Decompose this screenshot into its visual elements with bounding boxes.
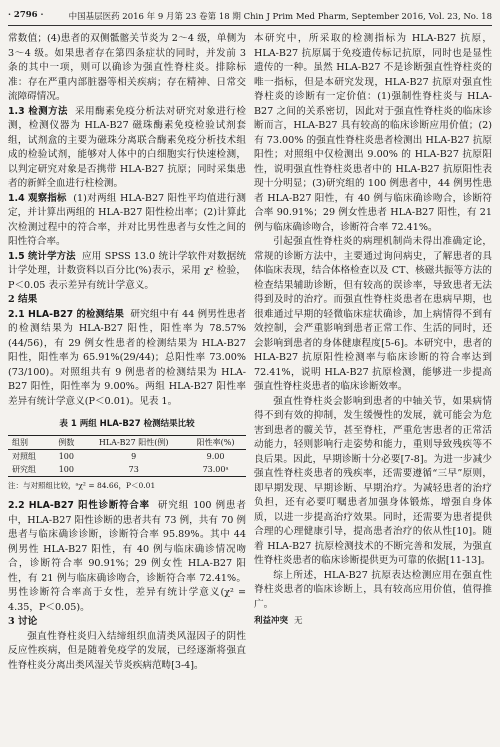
conflict-of-interest: [254, 614, 492, 629]
section-heading: 1.5 统计学方法: [8, 250, 76, 262]
paragraph-text: 研究组中有 44 例男性患者的检测结果为 HLA-B27 阳性，阳性率为 78.57%(44/56)，有 29 例女性患者的检测结果为 HLA-B27 阳性，阳性率为 65.91%(29/44)；总阳性率 73.00%(73/100)。对照组共有 9 例患者的检测结果为 HLA-B27 阳性，阳性率为 9.00%。两组 HLA-B27 阳性率差异有统计学意义(P＜0.01)。见表 1。: [8, 308, 247, 407]
paragraph-text: 应用 SPSS 13.0 统计学软件对数据统计学处理，计数资料以百分比(%)表示，采用 χ² 检验，P＜0.05 表示差异有统计学意义。: [8, 250, 247, 291]
paragraph-text: 研究组 100 例患者中，HLA-B27 阳性诊断的患者共有 73 例，共有 70 例患者与临床确诊诊断，诊断符合率 95.89%。其中 44 例男性 HLA-B27 阳性，有 40 例与临床确诊情况吻合，诊断符合率 90.91%；29 例女性 HLA-B27 阳性，有 21 例与临床确诊吻合，诊断符合率 72.41%。男性诊断符合率高于女性，差异有统计学意义(χ² = 4.35，P＜0.05)。: [8, 500, 247, 613]
paragraph: 本研究中，所采取的检测指标为 HLA-B27 抗原，HLA-B27 抗原属于免疫遗传标记抗原，同时也是显性遗传的一种。虽然 HLA-B27 不是诊断强直性脊柱炎的唯一指标，但是本研究发现，HLA-B27 抗原对强直性脊柱炎的诊断有一定价值：(1)强制性脊柱炎与 HLA-B27 之间的关系密切，因此对于强直性脊柱炎的临床诊断而言，HLA-B27 具有较高的临床诊断应用价值；(2)有 73.00% 的强直性脊柱炎患者检测出 HLA-B27 抗原阳性；对照组中仅检测出 9.00% 的 HLA-B27 抗原阳性，说明强直性脊柱炎患者中的 HLA-B27 抗原阳性表现十分明显；(3)研究组的 100 例患者中，44 例男性患者 HLA-B27 阳性，有 40 例与临床确诊吻合，诊断符合率 90.91%；29 例女性患者 HLA-B27 阳性，有 21 例与临床确诊吻合，诊断符合率 72.41%。: [254, 33, 492, 233]
table-row: [8, 449, 246, 463]
coi-label: 利益冲突: [254, 616, 289, 626]
paragraph-text: (1)对两组 HLA-B27 阳性平均值进行测定，并计算出两组的 HLA-B27 阳性检出率；(2)计算此次检测过程中的符合率，并对比男性患者与女性之间的阳性符合率。: [8, 192, 246, 247]
coi-value: 无: [293, 616, 303, 626]
section-heading: 2.1 HLA-B27 的检测结果: [8, 308, 125, 320]
table-cell: 对照组: [12, 451, 36, 461]
paragraph: 引起强直性脊柱炎的病理机制尚未得出准确定论，常规的诊断方法中，主要通过询问病史，了解患者的具体临床表现，结合体格检查以及 CT、核磁共振等方法的检查结果辅助诊断，但有较高的误诊率，导致患者无法得到及时的治疗。而强直性脊柱炎患者在患病早期，也很难通过早期的轻微临床症状确诊，加上病情得不到有效控制，会严重影响到患者正常工作、生活的同时，还会影响到患者的身体健康程度[5-6]。本研究中，患者的 HLA-B27 抗原阳性检测率与临床诊断的符合率达到 72.41%，说明 HLA-B27 抗原检测，能够进一步提高强直性脊柱炎患者的临床诊断效率。: [254, 236, 492, 392]
section-heading: 2 结果: [8, 294, 38, 305]
right-column: [254, 32, 492, 629]
table-cell: 73.00ᵃ: [185, 463, 246, 477]
table-note: 注：与对照组比较，ᵃχ² = 84.66，P＜0.01: [8, 480, 156, 490]
section-heading: 3 讨论: [8, 616, 38, 627]
table-title: 表 1 两组 HLA-B27 检测结果比较: [59, 419, 195, 429]
paragraph: 常数值；(4)患者的双侧骶髂关节炎为 2～4 级，单侧为 3～4 级。如果患者存在第四条症状的同时，并发前 3 条的其中一项，则可以确诊为强直性脊柱炎。排除标准：存在严重内部脏器等相关疾病；存在精神、日常交流障碍情况。: [8, 33, 246, 102]
table-cell: 73: [82, 463, 185, 477]
paragraph: 强直性脊柱炎归入结缔组织血清类风湿因子的阴性反应性疾病，但是随着免疫学的发展，已经逐渐将强直性脊柱炎分离出类风湿关节炎疾病范畴[3-4]。: [8, 630, 246, 671]
table-cell: 100: [58, 451, 74, 461]
journal-citation: 中国基层医药 2016 年 9 月第 23 卷第 18 期 Chin J Prim Med Pharm, September 2016, Vol. 23, No. 18: [68, 12, 492, 22]
section-heading: 1.3 检测方法: [8, 105, 68, 117]
table-header-cell: 阳性率(%): [185, 435, 246, 449]
running-header: [8, 10, 492, 24]
left-column: [8, 32, 246, 673]
paragraph: 强直性脊柱炎会影响到患者的中轴关节，如果病情得不到有效的抑制，发生缓慢性的发展，就可能会为危害到患者的髋关节，甚至脊柱，严重危害患者的正常活动能力，轻则影响行走姿势和能力，重则导致残疾等不良后果。因此，早期诊断十分必要[7-8]。为进一步减少强直性脊柱炎患者的残疾率，还需要遵循“三早”原则，即早期发现、早期诊断、早期治疗。为减轻患者的治疗负担，还有必要叮嘱患者加强身体锻炼，增强自身体质，以进一步提高治疗效果。同时，还需要为患者提供合理的心理健康引导，提高患者治疗的依从性[10]。随着 HLA-B27 抗原检测技术的不断完善和发展，为强直性脊柱炎患者的临床诊断提供更为可靠的依据[11-13]。: [254, 395, 492, 566]
page-number: · 2796 ·: [8, 10, 44, 20]
table-cell: 研究组: [8, 463, 50, 477]
table-cell: 9.00: [206, 451, 225, 461]
table-cell: 9: [131, 451, 137, 461]
table-header-cell: HLA-B27 阳性(例): [82, 435, 185, 449]
table-cell: 100: [50, 463, 82, 477]
header-rule: [8, 25, 492, 26]
results-table: [8, 435, 246, 477]
paragraph-text: 采用酶素免疫分析法对研究对象进行检测，检测仪器为 HLA-B27 磁珠酶素免疫检验试剂套组，试剂盒的主要为磁珠分离联合酶素免疫分析技术组成的检验试剂，能够对人体中的白细胞实行快速检测，以判定研究对象是否携带 HLA-B27 抗原；同时采集患者的新鲜全血进行柱检测。: [8, 105, 246, 189]
table-header-cell: 组别: [8, 435, 50, 449]
table-row: [8, 463, 246, 477]
table-header-cell: 例数: [50, 435, 82, 449]
section-heading: 1.4 观察指标: [8, 192, 67, 204]
paragraph: 综上所述，HLA-B27 抗原表达检测应用在强直性脊柱炎患者的临床诊断上，具有较高应用价值，值得推广。: [254, 569, 492, 610]
section-heading: 2.2 HLA-B27 阳性诊断符合率: [8, 500, 150, 511]
